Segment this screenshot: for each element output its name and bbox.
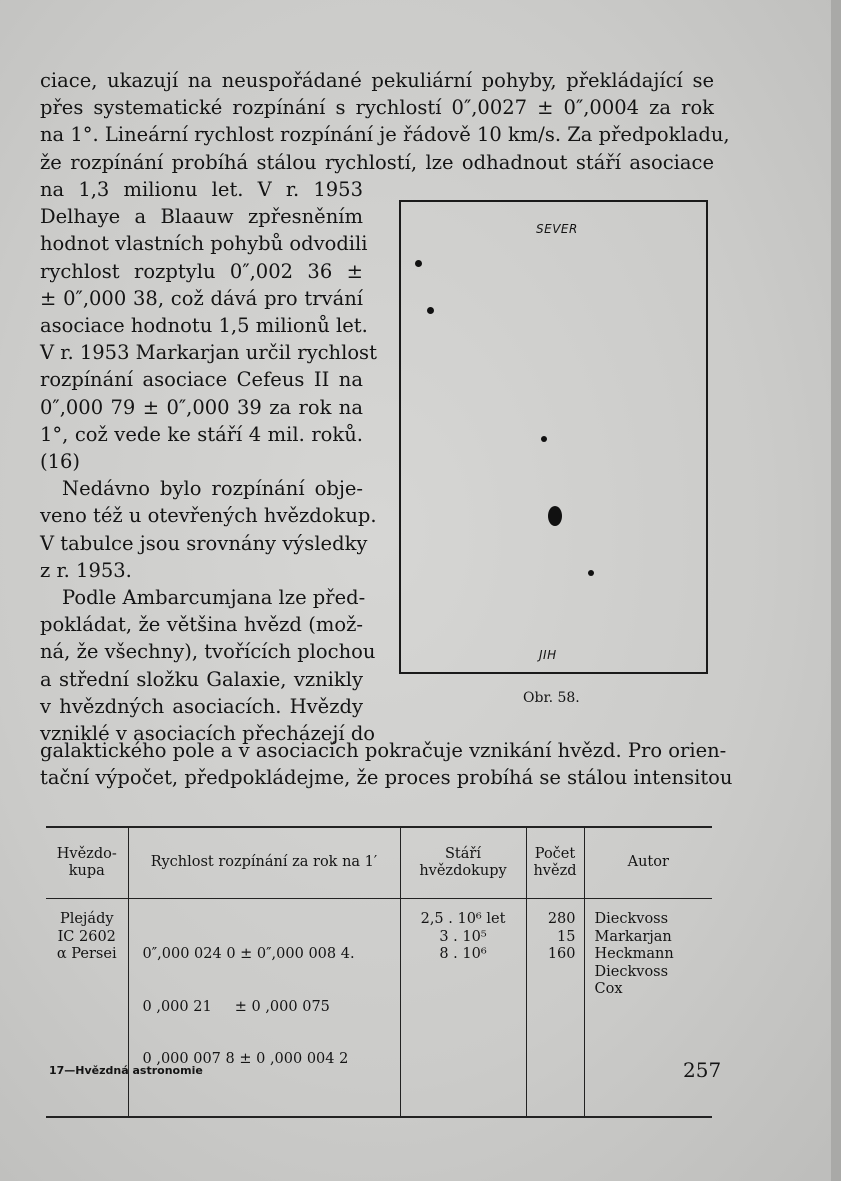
table-row (46, 899, 712, 1117)
star-dot (588, 570, 594, 576)
speed-column (128, 899, 400, 1117)
text-line: hodnot vlastních pohybů odvodili (40, 232, 368, 256)
paragraph-top (40, 67, 730, 176)
page-number: 257 (683, 1058, 722, 1082)
text-line: že rozpínání probíhá stálou rychlostí, lze odhadnout stáří asociace (40, 150, 714, 174)
speed-value: 0 ,000 21 ± 0 ,000 075 (142, 998, 330, 1015)
author-name: Heckmann (594, 946, 674, 962)
text-line: Nedávno bylo rozpínání obje- (62, 477, 363, 501)
text-line: na 1,3 milionu let. V r. 1953 (40, 178, 363, 201)
header-speed: Rychlost rozpínání za rok na 1′ (128, 827, 400, 899)
figure-label-north: SEVER (536, 222, 578, 236)
author-name: Cox (594, 981, 623, 997)
author-name: Dieckvoss (594, 911, 669, 927)
text-line: na 1°. Lineární rychlost rozpínání je řádově 10 km/s. Za předpokladu, (40, 123, 730, 147)
reference-mark: (16) (40, 450, 81, 474)
text-line: a střední složku Galaxie, vznikly (40, 667, 363, 691)
text-line: z r. 1953. (40, 558, 132, 582)
cluster-name: α Persei (56, 946, 117, 962)
text-line: asociace hodnotu 1,5 milionů let. (40, 314, 368, 338)
text-line: V r. 1953 Markarjan určil rychlost (40, 341, 377, 365)
text-line: pokládat, že většina hvězd (mož- (40, 613, 363, 637)
star-dot (541, 436, 547, 442)
cluster-name: IC 2602 (57, 928, 116, 945)
text-line: 1°, což vede ke stáří 4 mil. roků. (40, 422, 363, 446)
text-line: Delhaye a Blaauw zpřesněním (40, 205, 363, 229)
text-line: vzniklé v asociacích přecházejí do (40, 722, 376, 746)
text-line: galaktického pole a v asociacích pokračuje vznikání hvězd. Pro orien- (40, 739, 727, 762)
cluster-column (46, 899, 128, 1117)
header-cluster: Hvězdo-kupa (46, 827, 128, 899)
text-line: tační výpočet, předpokládejme, že proces probíhá se stálou intensitou (40, 766, 733, 790)
age-value: 8 . 10⁶ (439, 946, 487, 962)
star-dot (415, 260, 422, 267)
author-name: Dieckvoss (594, 963, 669, 980)
age-value: 3 . 10⁵ (439, 928, 487, 945)
text-line: rozpínání asociace Cefeus II na (40, 368, 363, 392)
figure-label-south: JIH (539, 648, 557, 662)
text-line: veno též u otevřených hvězdokup. (40, 504, 377, 528)
table-header-row (46, 827, 712, 899)
header-author: Autor (584, 827, 712, 899)
page-edge-shadow (831, 0, 841, 1181)
age-value: 2,5 . 10⁶ let (420, 911, 506, 927)
text-line: rychlost rozptylu 0″,002 36 ± (40, 259, 363, 283)
count-value: 160 (547, 946, 576, 962)
text-line: ± 0″,000 38, což dává pro trvání (40, 286, 363, 310)
cluster-name: Plejády (59, 911, 114, 927)
text-line: ná, že všechny), tvořících plochou (40, 640, 376, 664)
star-dot (427, 307, 434, 314)
author-column (584, 899, 712, 1117)
header-count: Počet hvězd (526, 827, 584, 899)
author-name: Markarjan (594, 928, 672, 945)
count-value: 280 (547, 911, 576, 927)
speed-value: 0 ,000 007 8 ± 0 ,000 004 2 (142, 1051, 349, 1067)
figure-caption: Obr. 58. (523, 690, 580, 706)
text-line: V tabulce jsou srovnány výsledky (40, 531, 368, 555)
paragraph-bottom (40, 737, 733, 791)
speed-value: 0″,000 024 0 ± 0″,000 008 4. (142, 946, 355, 962)
text-line: 0″,000 79 ± 0″,000 39 za rok na (40, 395, 363, 419)
header-age: Stáří hvězdokupy (400, 827, 526, 899)
signature-mark: 17—Hvězdná astronomie (49, 1064, 203, 1077)
age-column (400, 899, 526, 1117)
count-column (526, 899, 584, 1117)
text-line: Podle Ambarcumjana lze před- (62, 586, 366, 610)
paragraph-left-column (40, 176, 377, 747)
text-line: ciace, ukazují na neuspořádané pekuliární pohyby, překládající se (40, 69, 714, 92)
star-dot (548, 506, 562, 526)
count-value: 15 (557, 928, 576, 945)
text-line: přes systematické rozpínání s rychlostí 0″,0027 ± 0″,0004 za rok (40, 96, 714, 120)
figure-star-field (399, 200, 708, 674)
text-line: v hvězdných asociacích. Hvězdy (40, 694, 363, 718)
